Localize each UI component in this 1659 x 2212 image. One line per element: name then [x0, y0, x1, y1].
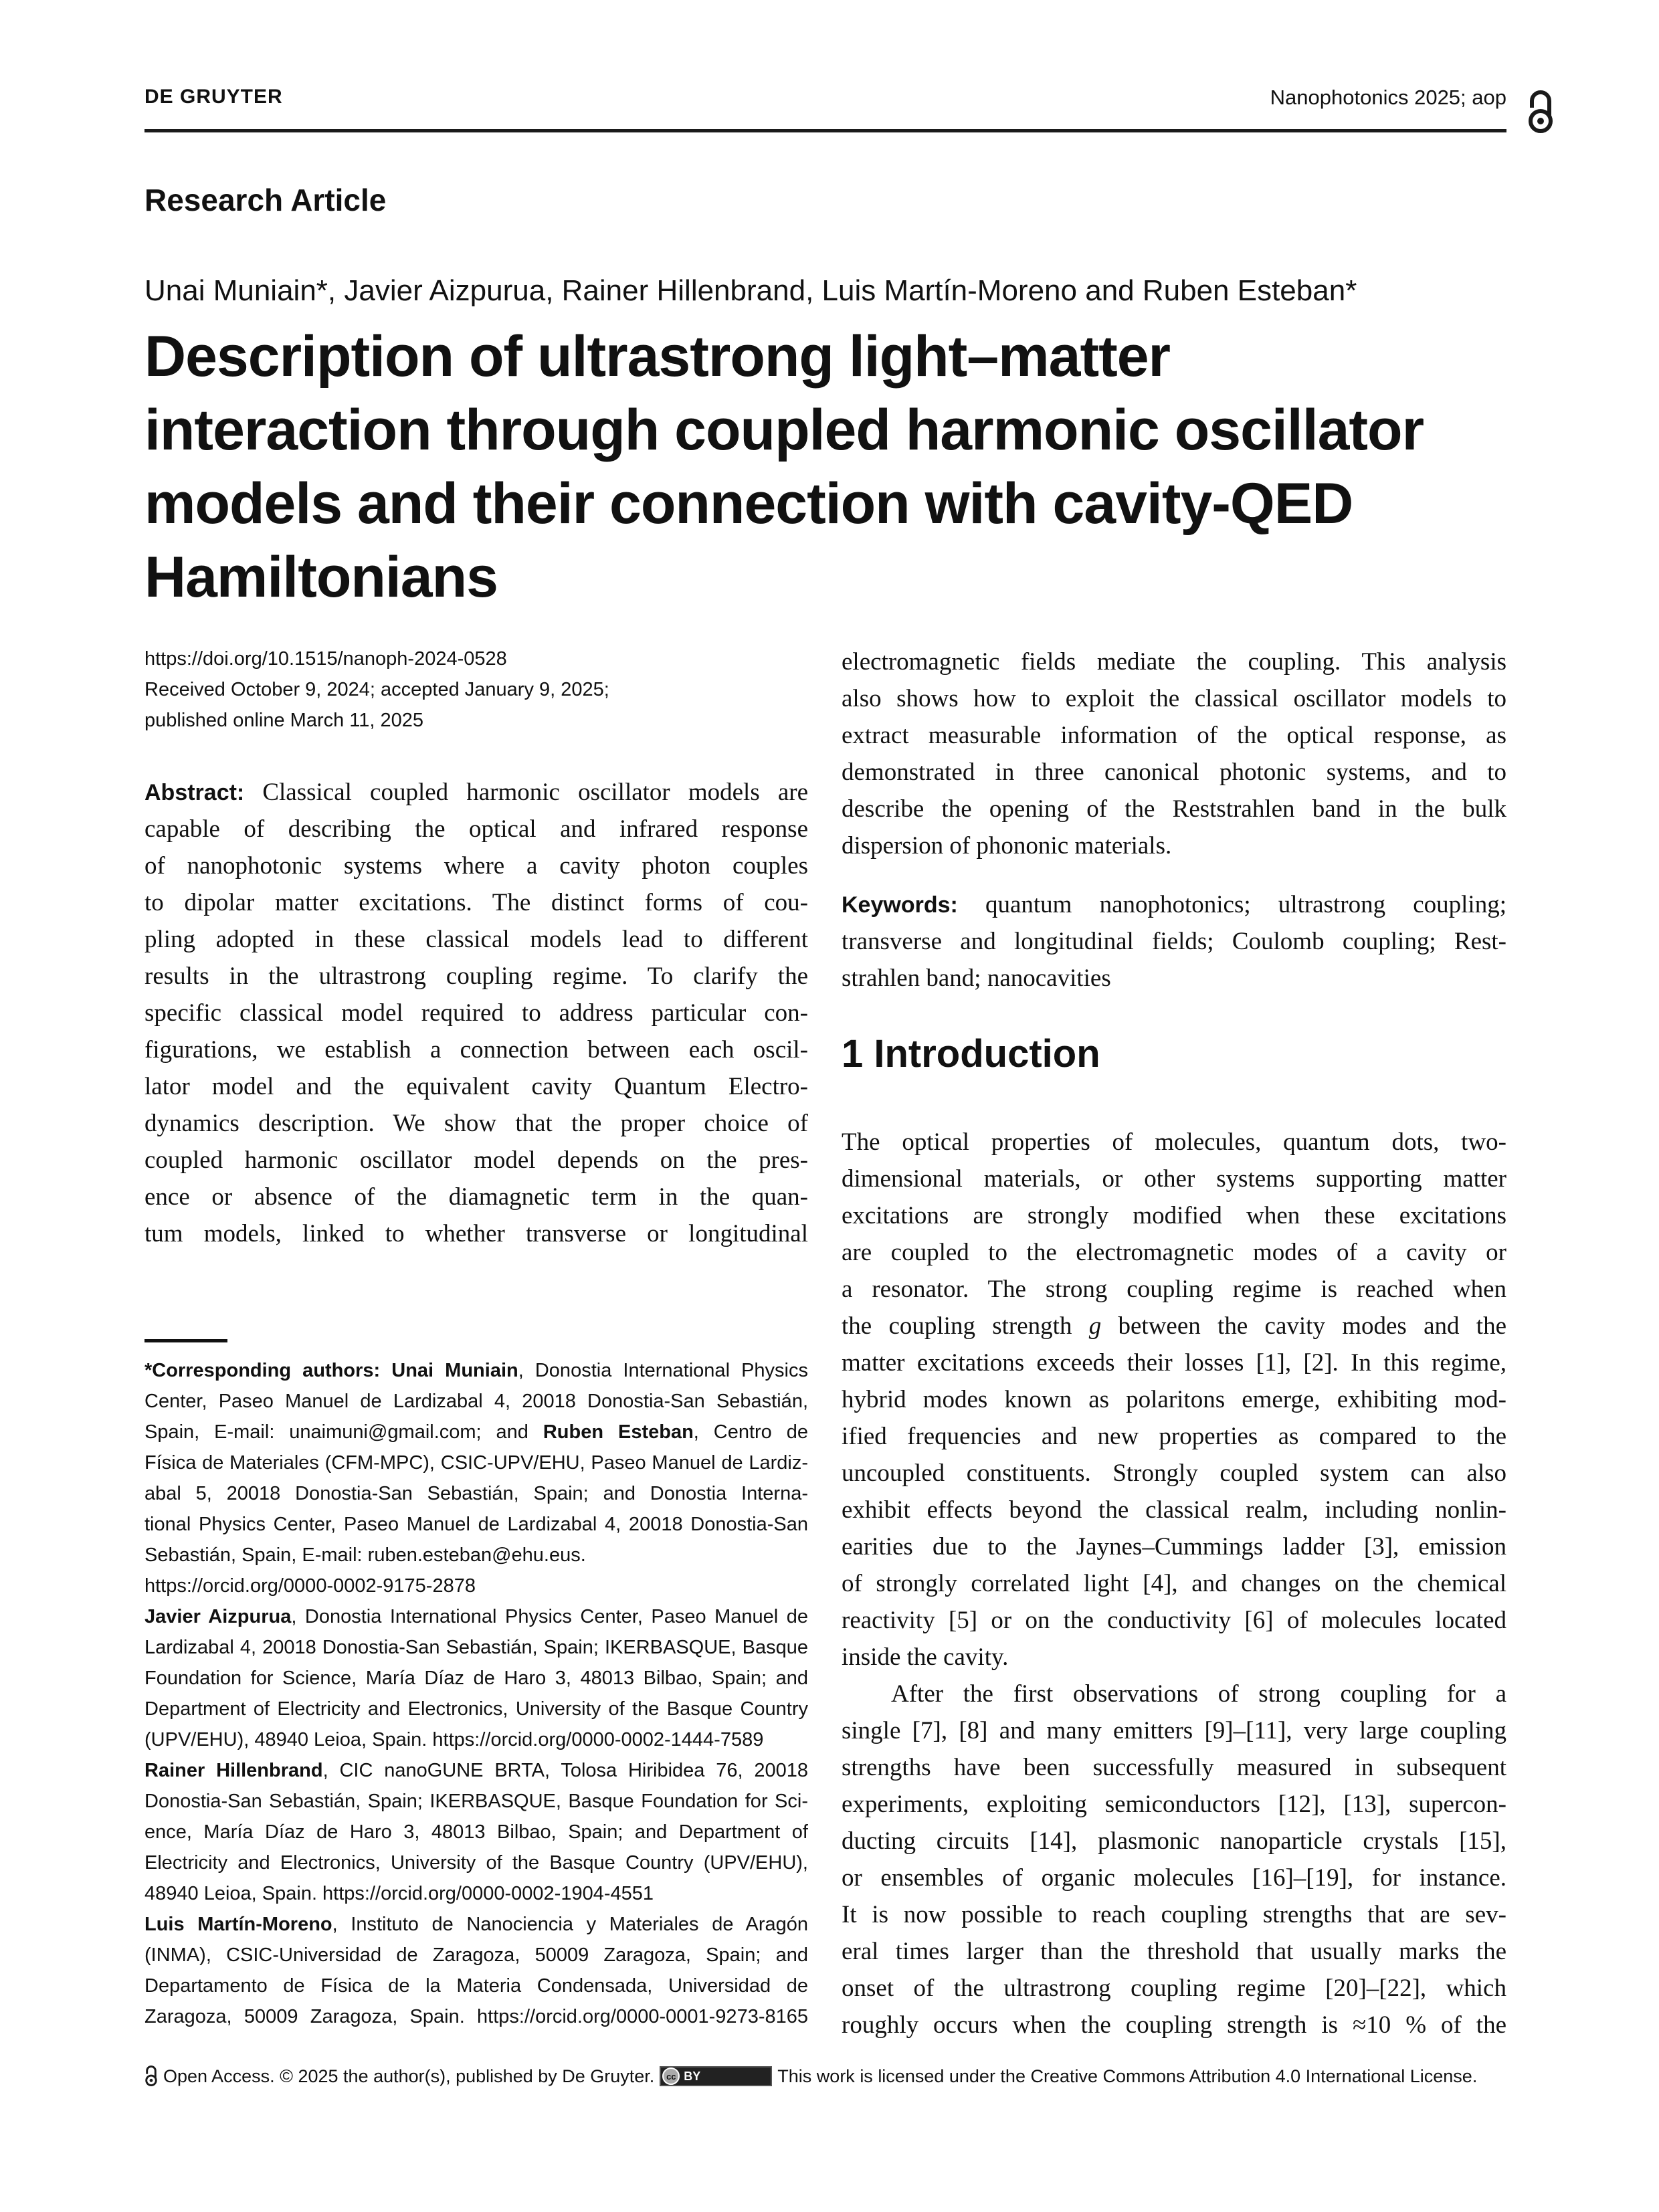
article-title	[144, 320, 1549, 614]
footnote-line: Rainer Hillenbrand, CIC nanoGUNE BRTA, Tolosa Hiribidea 76, 20018	[144, 1760, 808, 1781]
abstract-line: of nanophotonic systems where a cavity photon couples	[144, 852, 808, 880]
intro-line: earities due to the Jaynes–Cummings ladder [3], emission	[842, 1533, 1506, 1561]
abstract-label: Abstract:	[144, 780, 245, 805]
abstract-line: extract measurable information of the optical response, as	[842, 722, 1506, 749]
intro-line: or ensembles of organic molecules [16]–[19], for instance.	[842, 1864, 1506, 1892]
abstract-line: electromagnetic fields mediate the coupling. This analysis	[842, 648, 1506, 676]
intro-line: eral times larger than the threshold that usually marks the	[842, 1938, 1506, 1965]
orcid-link[interactable]: https://orcid.org/0000-0002-9175-2878	[144, 1575, 476, 1597]
footnote-line: Department of Electricity and Electronics, University of the Basque Country	[144, 1698, 808, 1720]
intro-line: a resonator. The strong coupling regime is reached when	[842, 1276, 1506, 1303]
footnote-line: (INMA), CSIC-Universidad de Zaragoza, 50009 Zaragoza, Spain; and	[144, 1944, 808, 1966]
footnote-line: Javier Aizpurua, Donostia International Physics Center, Paseo Manuel de	[144, 1606, 808, 1627]
intro-line: dimensional materials, or other systems supporting matter	[842, 1165, 1506, 1193]
intro-line: The optical properties of molecules, quantum dots, two-	[842, 1128, 1506, 1156]
intro-line: inside the cavity.	[842, 1643, 1009, 1671]
abstract-line: dispersion of phononic materials.	[842, 832, 1172, 860]
intro-line: roughly occurs when the coupling strength is ≈10 % of the	[842, 2011, 1506, 2039]
abstract-line: ence or absence of the diamagnetic term in the quan-	[144, 1183, 808, 1211]
intro-line: hybrid modes known as polaritons emerge, exhibiting mod-	[842, 1386, 1506, 1413]
author-name: Unai Muniain	[391, 1360, 518, 1381]
abstract-line: capable of describing the optical and infrared response	[144, 815, 808, 843]
title-line: Hamiltonians	[144, 545, 498, 609]
footnote-line: Zaragoza, 50009 Zaragoza, Spain. https://orcid.org/0000-0001-9273-8165	[144, 2006, 808, 2027]
intro-line: strengths have been successfully measured in subsequent	[842, 1754, 1506, 1781]
open-access-lock-icon	[1527, 90, 1554, 134]
abstract-line: also shows how to exploit the classical oscillator models to	[842, 685, 1506, 712]
abstract-line: dynamics description. We show that the proper choice of	[144, 1110, 808, 1137]
intro-line: After the first observations of strong coupling for a	[891, 1680, 1506, 1708]
footnote-line: 48940 Leioa, Spain. https://orcid.org/0000-0002-1904-4551	[144, 1883, 654, 1904]
cc-by-license-badge[interactable]	[660, 2066, 772, 2086]
intro-line: uncoupled constituents. Strongly coupled system can also	[842, 1460, 1506, 1487]
keywords-line: strahlen band; nanocavities	[842, 965, 1111, 992]
footnote-line: Departamento de Física de la Materia Condensada, Universidad de	[144, 1975, 808, 1997]
footnote-line: ence, María Díaz de Haro 3, 48013 Bilbao, Spain; and Department of	[144, 1821, 808, 1843]
abstract-continued	[842, 643, 1506, 864]
intro-line: ified frequencies and new properties as compared to the	[842, 1423, 1506, 1450]
abstract-line: describe the opening of the Reststrahlen band in the bulk	[842, 795, 1506, 823]
cc-by-label: BY	[684, 2069, 701, 2083]
right-column	[842, 643, 1507, 2039]
intro-line: excitations are strongly modified when these excitations	[842, 1202, 1506, 1229]
received-date: Received October 9, 2024; accepted January 9, 2025;	[144, 679, 609, 700]
author-name: Javier Aizpurua	[144, 1606, 292, 1627]
abstract-line: specific classical model required to address particular con-	[144, 999, 808, 1027]
introduction-body	[842, 1124, 1506, 2043]
footnote-line: Física de Materiales (CFM-MPC), CSIC-UPV/EHU, Paseo Manuel de Lardiz-	[144, 1452, 808, 1474]
abstract-line: to dipolar matter excitations. The distinct forms of cou-	[144, 889, 808, 916]
abstract-line: figurations, we establish a connection between each oscil-	[144, 1036, 808, 1064]
author-name: Rainer Hillenbrand	[144, 1760, 323, 1781]
footnote-line: *Corresponding authors: Unai Muniain, Donostia International Physics	[144, 1360, 808, 1381]
license-statement: This work is licensed under the Creative Commons Attribution 4.0 International License.	[777, 2066, 1478, 2086]
abstract-line: demonstrated in three canonical photonic systems, and to	[842, 759, 1506, 786]
title-line: models and their connection with cavity-QED	[144, 472, 1353, 536]
doi-link[interactable]: https://doi.org/10.1515/nanoph-2024-0528	[144, 648, 507, 670]
article-metadata	[144, 643, 808, 736]
intro-line: matter excitations exceeds their losses [1], [2]. In this regime,	[842, 1349, 1506, 1377]
header-rule	[144, 129, 1506, 132]
journal-reference: Nanophotonics 2025; aop	[1270, 86, 1506, 109]
footnote-line: Sebastián, Spain, E-mail: ruben.esteban@ehu.eus.	[144, 1544, 586, 1566]
intro-line: single [7], [8] and many emitters [9]–[11], very large coupling	[842, 1717, 1506, 1744]
abstract-line: lator model and the equivalent cavity Quantum Electro-	[144, 1073, 808, 1100]
author-name: Ruben Esteban	[543, 1421, 694, 1443]
open-access-lock-icon	[144, 2066, 158, 2087]
footnote-line: Foundation for Science, María Díaz de Haro 3, 48013 Bilbao, Spain; and	[144, 1668, 808, 1689]
open-access-statement: Open Access. © 2025 the author(s), published by De Gruyter.	[163, 2066, 655, 2086]
abstract-line: pling adopted in these classical models lead to different	[144, 926, 808, 953]
coupling-symbol: g	[1088, 1312, 1102, 1340]
title-line: Description of ultrastrong light–matter	[144, 324, 1171, 389]
intro-line: It is now possible to reach coupling strengths that are sev-	[842, 1901, 1506, 1928]
abstract-line: coupled harmonic oscillator model depends on the pres-	[144, 1146, 808, 1174]
intro-line: ducting circuits [14], plasmonic nanoparticle crystals [15],	[842, 1827, 1506, 1855]
footnote-line: Center, Paseo Manuel de Lardizabal 4, 20018 Donostia-San Sebastián,	[144, 1391, 808, 1412]
footnote-line: Electricity and Electronics, University of the Basque Country (UPV/EHU),	[144, 1852, 808, 1874]
abstract	[144, 774, 808, 1252]
footnote-rule	[144, 1339, 227, 1342]
section-heading-introduction: 1 Introduction	[842, 1032, 1100, 1076]
footnote-line: abal 5, 20018 Donostia-San Sebastián, Spain; and Donostia Interna-	[144, 1483, 808, 1504]
creative-commons-icon: cc	[662, 2068, 680, 2085]
publisher-name: DE GRUYTER	[144, 86, 283, 108]
intro-line: of strongly correlated light [4], and changes on the chemical	[842, 1570, 1506, 1597]
author-affiliations-footnote	[144, 1355, 808, 2032]
author-name: Luis Martín-Moreno	[144, 1914, 332, 1935]
footnote-line: (UPV/EHU), 48940 Leioa, Spain. https://orcid.org/0000-0002-1444-7589	[144, 1729, 764, 1750]
keywords	[842, 886, 1506, 997]
intro-line: reactivity [5] or on the conductivity [6] of molecules located	[842, 1607, 1506, 1634]
title-line: interaction through coupled harmonic oscillator	[144, 398, 1424, 462]
left-column	[144, 643, 808, 1247]
article-type-label: Research Article	[144, 183, 387, 217]
intro-line: exhibit effects beyond the classical realm, including nonlin-	[842, 1496, 1506, 1524]
intro-line: experiments, exploiting semiconductors [12], [13], supercon-	[842, 1791, 1506, 1818]
intro-line: the coupling strength g between the cavity modes and the	[842, 1312, 1507, 1340]
published-date: published online March 11, 2025	[144, 710, 424, 731]
license-footer	[144, 2066, 1477, 2087]
keywords-label: Keywords:	[842, 892, 958, 918]
abstract-line: results in the ultrastrong coupling regime. To clarify the	[144, 963, 808, 990]
intro-line: are coupled to the electromagnetic modes of a cavity or	[842, 1239, 1506, 1266]
author-list: Unai Muniain*, Javier Aizpurua, Rainer Hillenbrand, Luis Martín-Moreno and Ruben Esteban*	[144, 274, 1357, 307]
footnote-line: Luis Martín-Moreno, Instituto de Nanociencia y Materiales de Aragón	[144, 1914, 808, 1935]
footnote-line: Lardizabal 4, 20018 Donostia-San Sebastián, Spain; IKERBASQUE, Basque	[144, 1637, 808, 1658]
keywords-line: transverse and longitudinal fields; Coulomb coupling; Rest-	[842, 928, 1506, 955]
footnote-line: tional Physics Center, Paseo Manuel de Lardizabal 4, 20018 Donostia-San	[144, 1514, 808, 1535]
abstract-line: tum models, linked to whether transverse or longitudinal	[144, 1220, 808, 1247]
footnote-line: Spain, E-mail: unaimuni@gmail.com; and Ruben Esteban, Centro de	[144, 1421, 808, 1443]
intro-line: onset of the ultrastrong coupling regime [20]–[22], which	[842, 1975, 1506, 2002]
abstract-line: Abstract: Classical coupled harmonic oscillator models are	[144, 779, 808, 806]
keywords-line: Keywords: quantum nanophotonics; ultrastrong coupling;	[842, 891, 1506, 918]
footnote-line: Donostia-San Sebastián, Spain; IKERBASQUE, Basque Foundation for Sci-	[144, 1791, 808, 1812]
